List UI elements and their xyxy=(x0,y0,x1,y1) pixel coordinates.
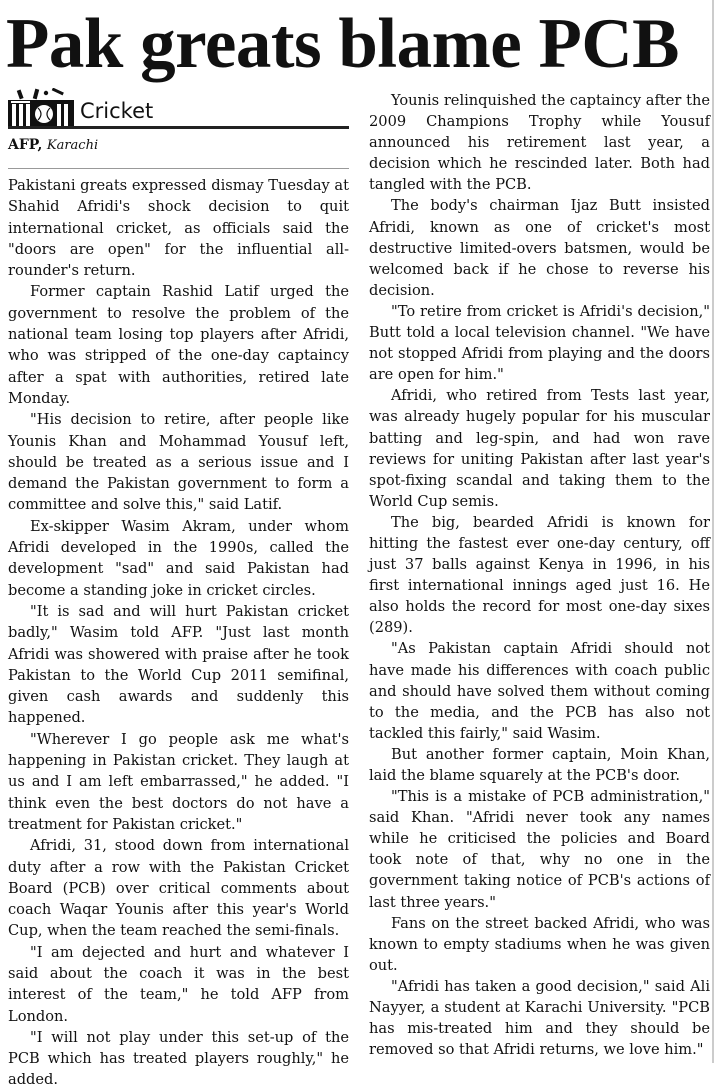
paragraph: "I am dejected and hurt and whatever I said about the coach it was in the best interest of the team," he told AFP from London. xyxy=(8,943,349,1025)
paragraph: Pakistani greats expressed dismay Tuesday at Shahid Afridi's shock decision to quit international cricket, as officials said the "doors are open" for the influential all-rounder's return. xyxy=(8,177,349,280)
section-rule xyxy=(8,126,349,129)
page-edge-rule xyxy=(712,0,714,1063)
byline-city: Karachi xyxy=(46,138,99,153)
paragraph: "Afridi has taken a good decision," said Ali Nayyer, a student at Karachi University. "PCB has mis-treated him and they should be removed so that Afridi returns, we love him." xyxy=(369,977,710,1059)
paragraph: Former captain Rashid Latif urged the government to resolve the problem of the national team losing top players after Afridi, who was stripped of the one-day captaincy after a spat with authorities, retired late Monday. xyxy=(8,283,349,407)
paragraph: Afridi, 31, stood down from international duty after a row with the Pakistan Cricket Board (PCB) over critical comments about coach Waqar Younis after this year's World Cup, when the team reached the semi-finals. xyxy=(8,837,349,940)
paragraph: Younis relinquished the captaincy after the 2009 Champions Trophy while Yousuf announced his retirement last year, a decision which he rescinded later. Both had tangled with the PCB. xyxy=(369,92,710,194)
left-column xyxy=(8,88,349,1091)
paragraph: The body's chairman Ijaz Butt insisted Afridi, known as one of cricket's most destructive limited-overs batsmen, would be welcomed back if he chose to reverse his decision. xyxy=(369,197,710,299)
paragraph: "I will not play under this set-up of the PCB which has treated players roughly," he added. xyxy=(8,1028,349,1089)
paragraph: "This is a mistake of PCB administration," said Khan. "Afridi never took any names while he criticised the policies and Board took note of that, why no one in the government taking notice of PCB's actions of last three years." xyxy=(369,788,710,911)
paragraph: "To retire from cricket is Afridi's decision," Butt told a local television channel. "We have not stopped Afridi from playing and the doors are open for him." xyxy=(369,302,710,384)
paragraph: Fans on the street backed Afridi, who was known to empty stadiums when he was given out. xyxy=(369,914,710,974)
right-column xyxy=(369,90,710,1060)
headline: Pak greats blame PCB xyxy=(6,5,679,83)
paragraph: Ex-skipper Wasim Akram, under whom Afridi developed in the 1990s, called the development "sad" and said Pakistan had become a standing joke in cricket circles. xyxy=(8,517,349,599)
paragraph: "Wherever I go people ask me what's happening in Pakistan cricket. They laugh at us and I am left embarrassed," he added. "I think even the best doctors do not have a treatment for Pakistan cricket." xyxy=(8,730,349,833)
cricket-stumps-ball-icon xyxy=(8,88,74,128)
paragraph: "As Pakistan captain Afridi should not have made his differences with coach public and should have solved them without coming to the media, and the PCB has also not tackled this fairly," said Wasim. xyxy=(369,640,710,742)
byline-divider xyxy=(8,168,349,169)
paragraph: "It is sad and will hurt Pakistan cricket badly," Wasim told AFP. "Just last month Afridi was showered with praise after he took Pakistan to the World Cup 2011 semifinal, given cash awards and suddenly this happened. xyxy=(8,602,349,727)
paragraph: The big, bearded Afridi is known for hitting the fastest ever one-day century, off just 37 balls against Kenya in 1996, in his first international innings aged just 16. He also holds the record for most one-day sixes (289). xyxy=(369,513,710,637)
paragraph: "His decision to retire, after people like Younis Khan and Mohammad Yousuf left, should be treated as a serious issue and I demand the Pakistan government to form a committee and solve this," said Latif. xyxy=(8,411,349,514)
paragraph: Afridi, who retired from Tests last year, was already hugely popular for his muscular batting and leg-spin, and had won rave reviews for uniting Pakistan after last year's spot-fixing scandal and taking them to the World Cup semis. xyxy=(369,387,710,510)
byline-agency: AFP, xyxy=(8,137,43,153)
paragraph: But another former captain, Moin Khan, laid the blame squarely at the PCB's door. xyxy=(369,745,710,784)
section-tag xyxy=(8,88,349,128)
byline xyxy=(8,136,349,164)
section-label: Cricket xyxy=(80,99,154,123)
